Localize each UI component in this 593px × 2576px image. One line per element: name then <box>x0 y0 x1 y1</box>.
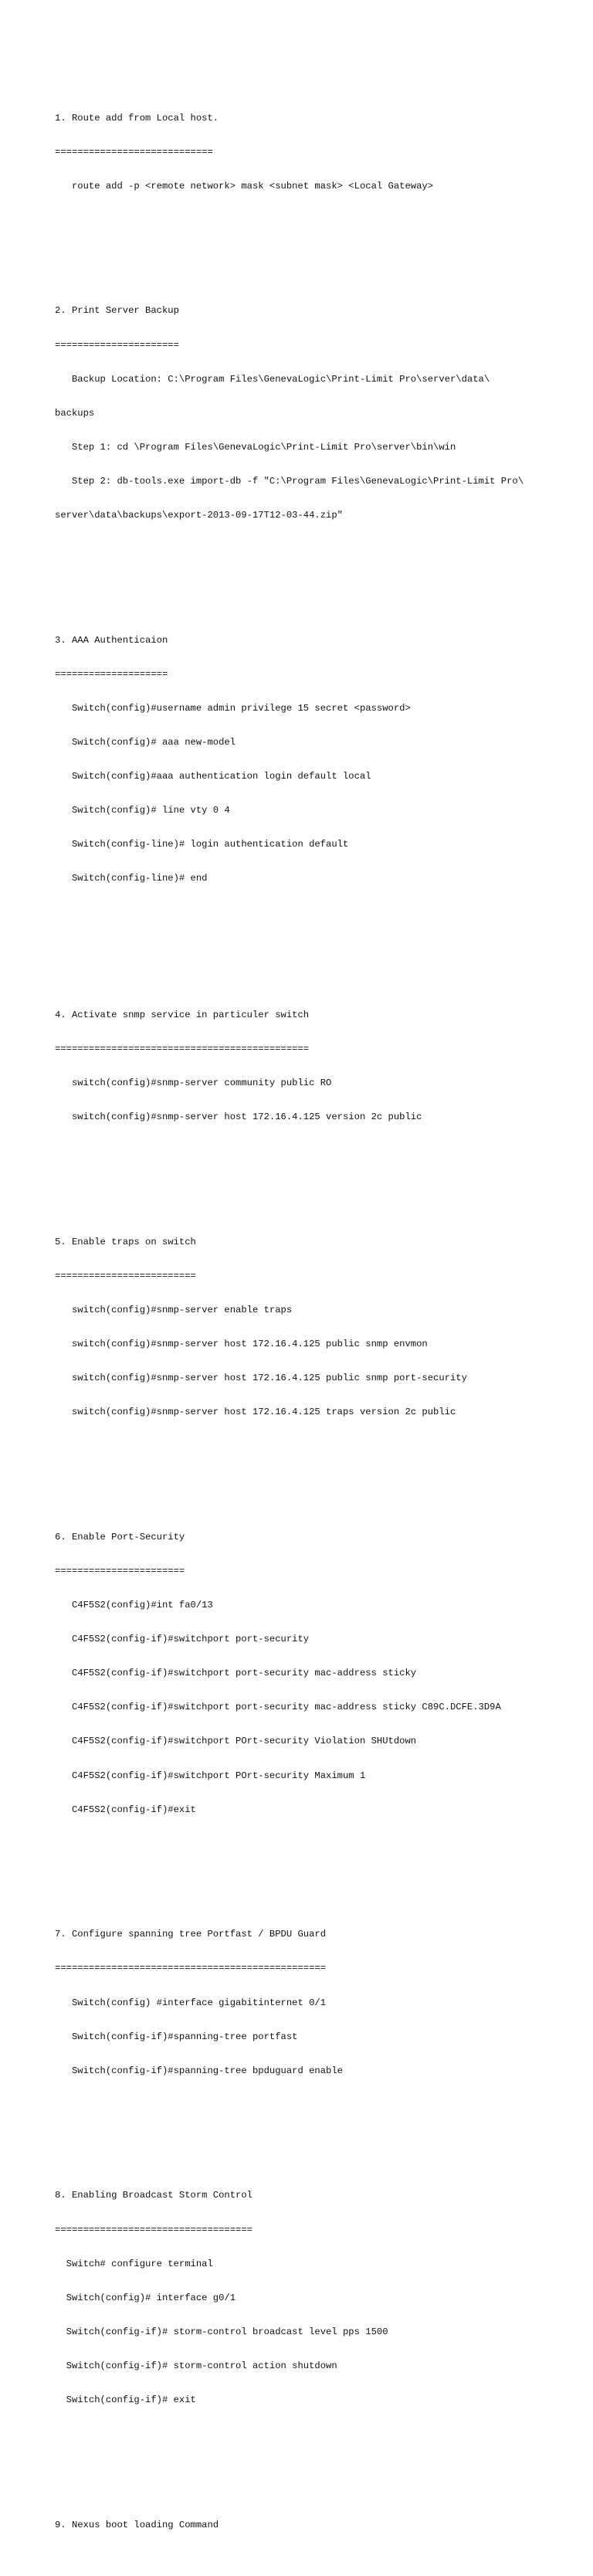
section-storm-control <box>55 2167 580 2428</box>
command-line: backups <box>55 407 95 419</box>
command-line: Switch(config-if)# storm-control action shutdown <box>55 2360 337 2371</box>
section-heading: 5. Enable traps on switch <box>55 1236 196 1247</box>
section-rule: =================================== <box>55 2224 252 2235</box>
section-heading: 3. AAA Authenticaion <box>55 634 168 646</box>
command-line: Switch(config-if)# storm-control broadcast level pps 1500 <box>55 2326 388 2337</box>
command-line: Backup Location: C:\Program Files\GenevaLogic\Print-Limit Pro\server\data\ <box>55 373 490 385</box>
spacer <box>55 930 580 952</box>
command-line: Switch(config)#username admin privilege 15 secret <password> <box>55 702 411 714</box>
command-line: switch(config)#snmp-server host 172.16.4.125 public snmp envmon <box>55 1339 428 1349</box>
command-line: C4F5S2(config-if)#switchport port-security mac-address sticky C89C.DCFE.3D9A <box>55 1702 501 1713</box>
section-rule: ======================= <box>55 1565 185 1576</box>
section-print-server-backup <box>55 283 580 544</box>
command-line: Switch(config) #interface gigabitinternet 0/1 <box>55 1997 327 2008</box>
section-heading: 7. Configure spanning tree Portfast / BPDU Guard <box>55 1929 327 1940</box>
spacer <box>55 1169 580 1180</box>
command-line: Switch(config-if)# exit <box>55 2394 196 2405</box>
command-line: Switch(config)# interface g0/1 <box>55 2292 236 2303</box>
section-rule: ============================================= <box>55 1043 310 1054</box>
spacer <box>55 2122 580 2133</box>
section-enable-traps <box>55 1213 580 1441</box>
command-line: Step 2: db-tools.exe import-db -f "C:\Program Files\GenevaLogic\Print-Limit Pro\ <box>55 475 524 487</box>
document-body <box>55 56 580 2576</box>
command-line: C4F5S2(config-if)#exit <box>55 1804 196 1815</box>
command-line: Switch(config-line)# end <box>55 873 208 884</box>
spacer <box>55 1464 580 1475</box>
command-line: C4F5S2(config-if)#switchport port-security mac-address sticky <box>55 1668 417 1679</box>
command-line: switch(config)#snmp-server enable traps <box>55 1304 293 1315</box>
spacer <box>55 2451 580 2462</box>
command-line: C4F5S2(config)#int fa0/13 <box>55 1600 213 1611</box>
command-line: C4F5S2(config-if)#switchport POrt-security Maximum 1 <box>55 1770 366 1781</box>
command-line: switch(config)#snmp-server host 172.16.4.125 public snmp port-security <box>55 1373 467 1384</box>
command-line: switch(config)#snmp-server host 172.16.4.125 traps version 2c public <box>55 1407 456 1418</box>
section-heading: 4. Activate snmp service in particuler switch <box>55 1009 310 1020</box>
command-line: Switch# configure terminal <box>55 2258 213 2269</box>
command-line: switch(config)#snmp-server community public RO <box>55 1077 332 1088</box>
command-line: Switch(config)# line vty 0 4 <box>55 805 230 816</box>
section-rule: ==================== <box>55 668 168 680</box>
command-line: Switch(config-if)#spanning-tree portfast <box>55 2031 298 2042</box>
section-rule: ========================= <box>55 1270 196 1281</box>
command-line: route add -p <remote network> mask <subnet mask> <Local Gateway> <box>55 180 434 192</box>
command-line: server\data\backups\export-2013-09-17T12-03-44.zip" <box>55 509 343 521</box>
spacer <box>55 1861 580 1872</box>
section-route-add <box>55 90 580 215</box>
section-heading: 1. Route add from Local host. <box>55 112 219 124</box>
section-heading: 6. Enable Port-Security <box>55 1531 185 1543</box>
section-rule: ================================================ <box>55 1963 327 1974</box>
command-line: switch(config)#snmp-server host 172.16.4.125 version 2c public <box>55 1112 422 1123</box>
command-line: Step 1: cd \Program Files\GenevaLogic\Print-Limit Pro\server\bin\win <box>55 441 456 453</box>
command-line: Switch(config-line)# login authentication default <box>55 839 349 850</box>
section-heading: 2. Print Server Backup <box>55 305 179 317</box>
section-rule: ====================== <box>55 339 179 351</box>
command-line: Switch(config)# aaa new-model <box>55 736 236 748</box>
spacer <box>55 566 580 578</box>
section-activate-snmp <box>55 986 580 1145</box>
section-port-security <box>55 1509 580 1838</box>
section-spanning-tree <box>55 1906 580 2099</box>
section-nexus-boot <box>55 2496 580 2554</box>
section-heading: 9. Nexus boot loading Command <box>55 2519 219 2530</box>
command-line: C4F5S2(config-if)#switchport POrt-security Violation SHUtdown <box>55 1736 417 1747</box>
command-line: Switch(config)#aaa authentication login default local <box>55 771 371 782</box>
section-aaa-authentication <box>55 612 580 907</box>
command-line: C4F5S2(config-if)#switchport port-security <box>55 1634 310 1645</box>
section-rule: ============================ <box>55 146 213 158</box>
spacer <box>55 237 580 249</box>
command-line: Switch(config-if)#spanning-tree bpduguard enable <box>55 2065 343 2076</box>
section-heading: 8. Enabling Broadcast Storm Control <box>55 2190 252 2201</box>
